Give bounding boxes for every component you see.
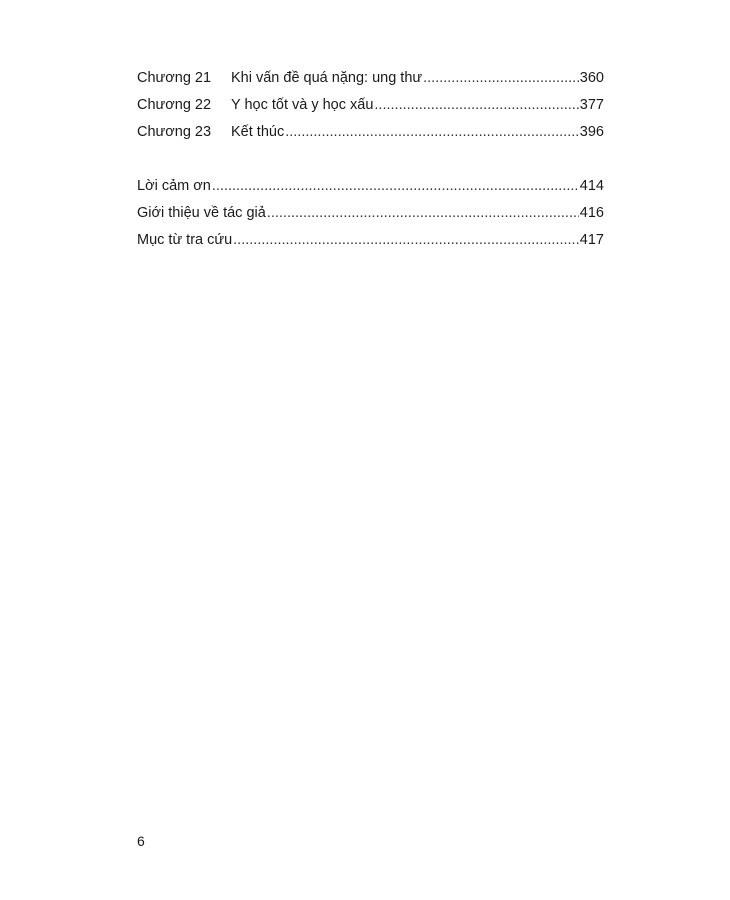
toc-entry-acknowledgements[interactable] [137, 176, 604, 203]
chapter-title: Kết thúc [231, 124, 285, 140]
entry-page-number: 417 [579, 232, 604, 248]
dot-leader [285, 122, 579, 142]
page-number: 6 [137, 833, 145, 849]
toc-entry-index[interactable] [137, 230, 604, 257]
entry-page-number: 414 [579, 178, 604, 194]
toc-entry-about-author[interactable] [137, 203, 604, 230]
chapter-label: Chương 22 [137, 97, 212, 113]
chapter-label: Chương 21 [137, 70, 212, 86]
chapter-label: Chương 23 [137, 124, 212, 140]
toc-entry-chapter-22[interactable] [137, 95, 604, 122]
section-spacer [137, 149, 604, 176]
entry-page-number: 416 [579, 205, 604, 221]
table-of-contents [137, 68, 604, 257]
chapter-page-number: 360 [579, 70, 604, 86]
toc-entry-chapter-23[interactable] [137, 122, 604, 149]
dot-leader [212, 176, 579, 196]
chapter-page-number: 396 [579, 124, 604, 140]
chapter-title: Khi vấn đề quá nặng: ung thư [231, 70, 423, 86]
entry-title: Lời cảm ơn [137, 178, 211, 194]
entry-title: Mục từ tra cứu [137, 232, 233, 248]
chapter-page-number: 377 [579, 97, 604, 113]
toc-entry-chapter-21[interactable] [137, 68, 604, 95]
dot-leader [233, 230, 579, 250]
dot-leader [423, 68, 579, 88]
entry-title: Giới thiệu về tác giả [137, 205, 266, 221]
dot-leader [374, 95, 578, 115]
dot-leader [267, 203, 579, 223]
chapter-title: Y học tốt và y học xấu [231, 97, 374, 113]
